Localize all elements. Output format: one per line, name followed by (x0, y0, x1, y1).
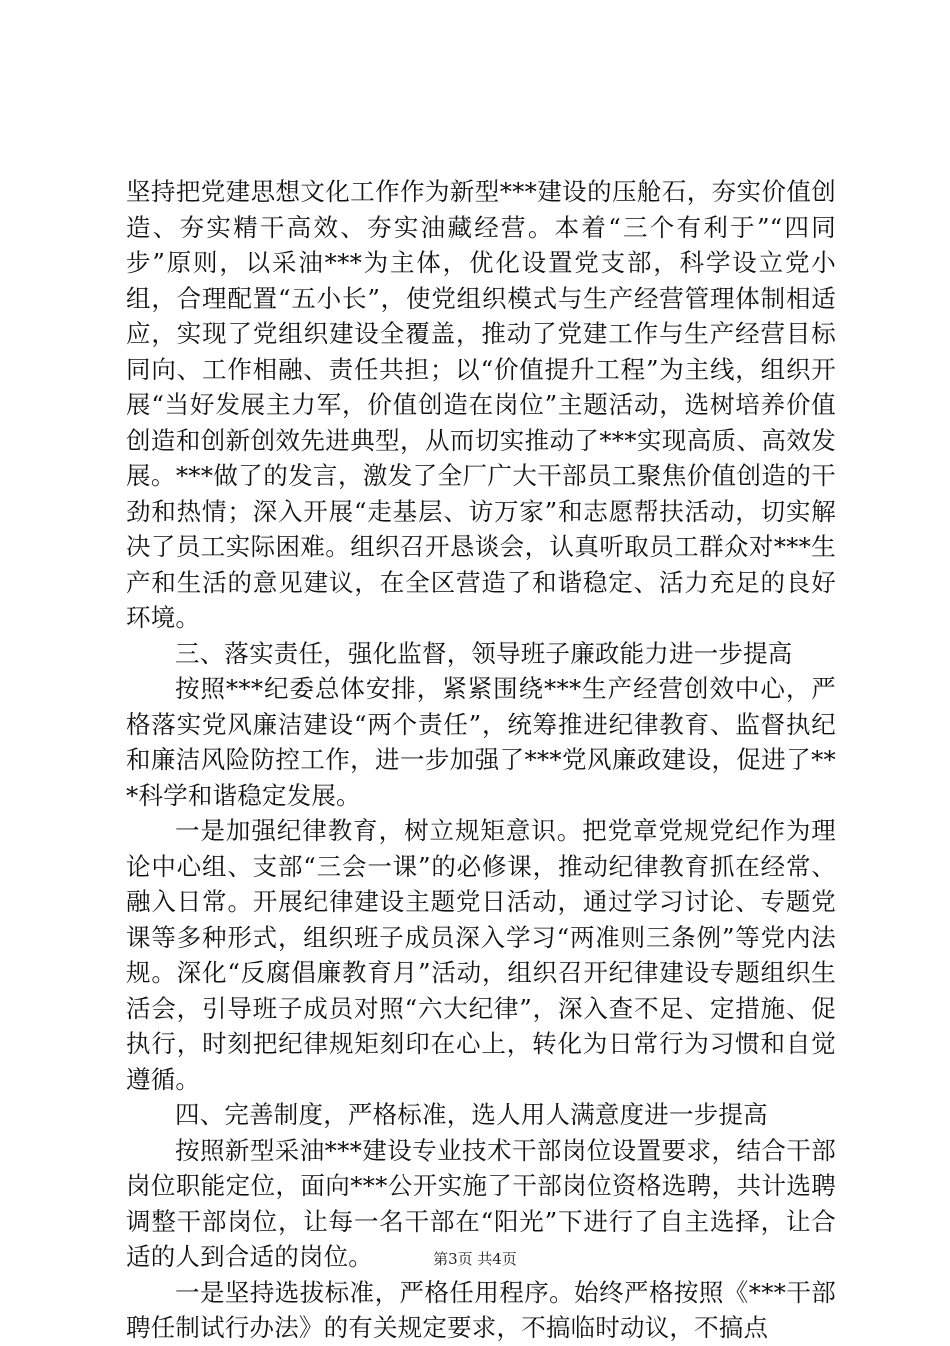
paragraph-section-3: 按照***纪委总体安排，紧紧围绕***生产经营创效中心，严格落实党风廉洁建设“两个责任”，统筹推进纪律教育、监督执纪和廉洁风险防控工作，进一步加强了***党风廉政建设，促进了***科学和谐稳定发展。 (126, 674, 836, 810)
paragraph-selection-standards: 一是坚持选拔标准，严格任用程序。始终严格按照《***干部聘任制试行办法》的有关规定要求，不搞临时动议，不搞点 (126, 1277, 836, 1342)
section-heading-3: 三、落实责任，强化监督，领导班子廉政能力进一步提高 (175, 638, 793, 668)
paragraph-section-4: 按照新型采油***建设专业技术干部岗位设置要求，结合干部岗位职能定位，面向***公开实施了干部岗位资格选聘，共计选聘调整干部岗位，让每一名干部在“阳光”下进行了自主选择，让合适的人到合适的岗位。 (126, 1135, 836, 1271)
page-number-footer: 第3页 共4页 (433, 1250, 517, 1268)
paragraph-discipline-education: 一是加强纪律教育，树立规矩意识。把党章党规党纪作为理论中心组、支部“三会一课”的必修课，推动纪律教育抓在经常、融入日常。开展纪律建设主题党日活动，通过学习讨论、专题党课等多种形式，组织班子成员深入学习“两准则三条例”等党内法规。深化“反腐倡廉教育月”活动，组织召开纪律建设专题组织生活会，引导班子成员对照“六大纪律”，深入查不足、定措施、促执行，时刻把纪律规矩刻印在心上，转化为日常行为习惯和自觉遵循。 (126, 816, 836, 1094)
document-body (126, 174, 836, 1346)
paragraph-intro: 坚持把党建思想文化工作作为新型***建设的压舱石，夯实价值创造、夯实精干高效、夯实油藏经营。本着“三个有利于”“四同步”原则，以采油***为主体，优化设置党支部，科学设立党小组，合理配置“五小长”，使党组织模式与生产经营管理体制相适应，实现了党组织建设全覆盖，推动了党建工作与生产经营目标同向、工作相融、责任共担；以“价值提升工程”为主线，组织开展“当好发展主力军，价值创造在岗位”主题活动，选树培养价值创造和创新创效先进典型，从而切实推动了***实现高质、高效发展。***做了的发言，激发了全厂广大干部员工聚焦价值创造的干劲和热情；深入开展“走基层、访万家”和志愿帮扶活动，切实解决了员工实际困难。组织召开恳谈会，认真听取员工群众对***生产和生活的意见建议，在全区营造了和谐稳定、活力充足的良好环境。 (126, 177, 836, 632)
section-heading-4: 四、完善制度，严格标准，选人用人满意度进一步提高 (175, 1100, 768, 1129)
